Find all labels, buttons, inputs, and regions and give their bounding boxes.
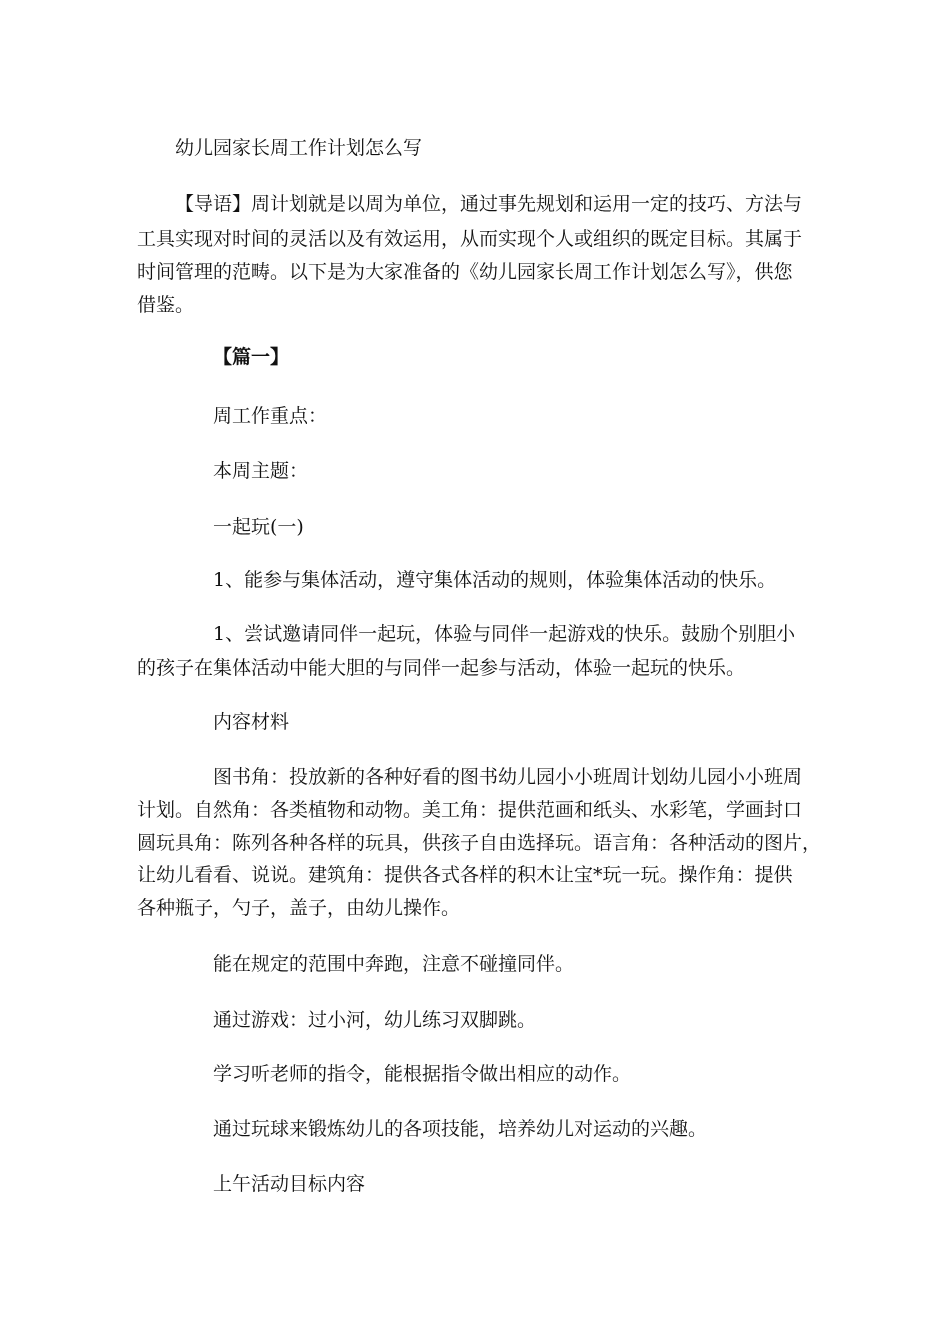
intro-line: 工具实现对时间的灵活以及有效运用，从而实现个人或组织的既定目标。其属于 xyxy=(137,228,803,250)
activity-item: 通过玩球来锻炼幼儿的各项技能，培养幼儿对运动的兴趣。 xyxy=(213,1118,708,1140)
activity-item: 通过游戏：过小河，幼儿练习双脚跳。 xyxy=(213,1009,537,1031)
materials-line: 让幼儿看看、说说。建筑角：提供各式各样的积木让宝*玩一玩。操作角：提供 xyxy=(137,864,793,886)
goal-item: 1、尝试邀请同伴一起玩，体验与同伴一起游戏的快乐。鼓励个别胆小 xyxy=(213,623,796,645)
goal-item-continuation: 的孩子在集体活动中能大胆的与同伴一起参与活动，体验一起玩的快乐。 xyxy=(137,657,746,679)
weekly-theme-label: 本周主题： xyxy=(213,460,309,482)
materials-line: 各种瓶子，勺子，盖子，由幼儿操作。 xyxy=(137,897,461,919)
materials-line: 计划。自然角：各类植物和动物。美工角：提供范画和纸头、水彩笔，学画封口 xyxy=(137,799,803,821)
section-heading: 【篇一】 xyxy=(213,346,290,368)
materials-line: 圆玩具角：陈列各种各样的玩具，供孩子自由选择玩。语言角：各种活动的图片， xyxy=(137,832,822,854)
goal-item: 1、能参与集体活动，遵守集体活动的规则，体验集体活动的快乐。 xyxy=(213,569,777,591)
activity-item: 学习听老师的指令，能根据指令做出相应的动作。 xyxy=(213,1063,632,1085)
weekly-theme: 一起玩(一) xyxy=(213,516,304,538)
intro-line: 借鉴。 xyxy=(137,294,195,316)
materials-line: 图书角：投放新的各种好看的图书幼儿园小小班周计划幼儿园小小班周 xyxy=(213,766,803,788)
weekly-focus-label: 周工作重点： xyxy=(213,405,328,427)
activity-item: 能在规定的范围中奔跑，注意不碰撞同伴。 xyxy=(213,953,575,975)
materials-heading: 内容材料 xyxy=(213,711,290,733)
intro-line: 时间管理的范畴。以下是为大家准备的《幼儿园家长周工作计划怎么写》，供您 xyxy=(137,261,793,283)
activity-heading: 上午活动目标内容 xyxy=(213,1173,366,1195)
document-title: 幼儿园家长周工作计划怎么写 xyxy=(175,137,423,159)
intro-line: 【导语】周计划就是以周为单位，通过事先规划和运用一定的技巧、方法与 xyxy=(175,193,803,215)
